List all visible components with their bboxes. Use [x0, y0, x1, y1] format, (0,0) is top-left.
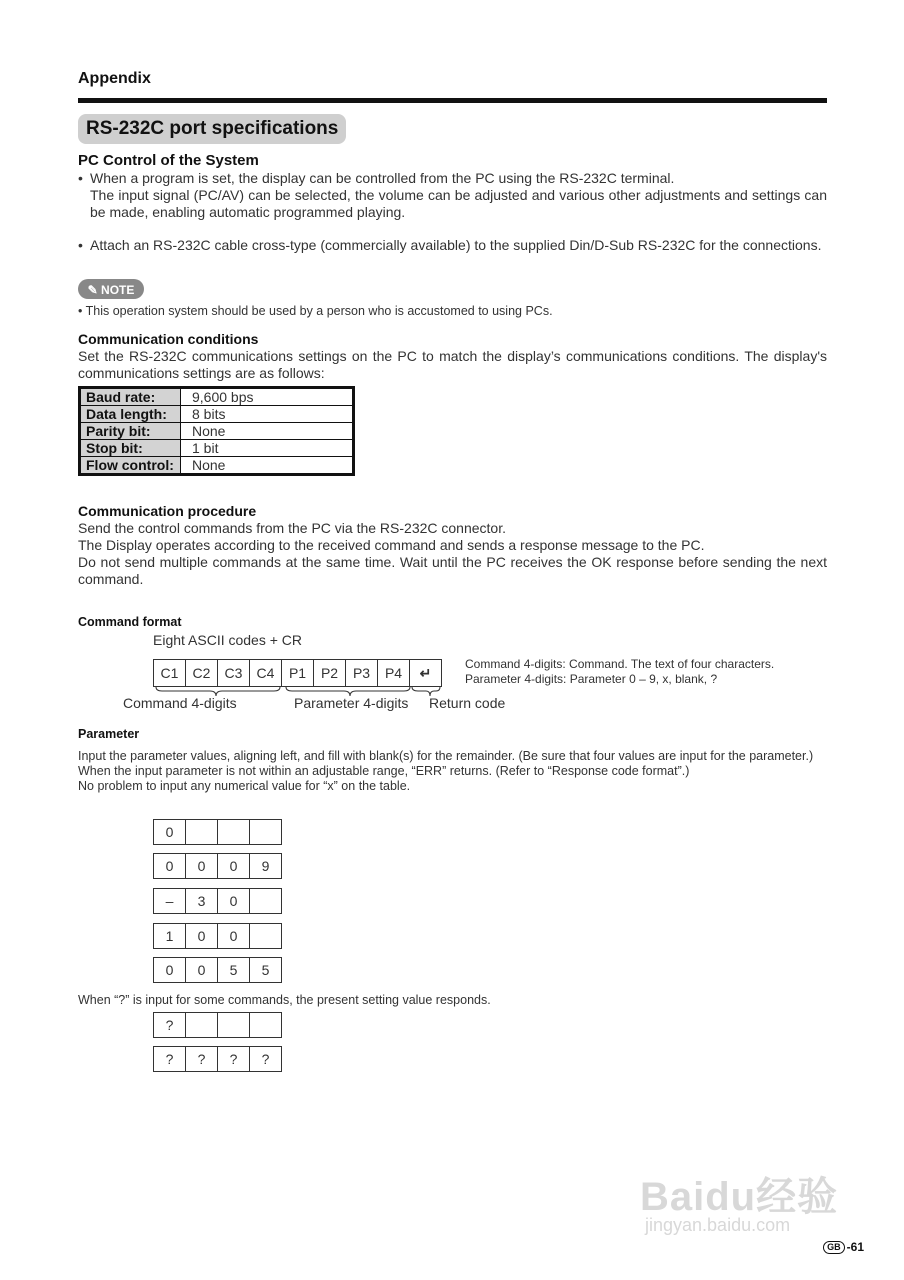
table-row — [80, 457, 354, 475]
procedure-line-1: Send the control commands from the PC via the RS-232C connector. — [78, 520, 506, 536]
digit-cell: 0 — [218, 889, 250, 913]
table-row — [80, 423, 354, 440]
comm-conditions-heading: Communication conditions — [78, 331, 259, 347]
digit-cell — [186, 820, 218, 844]
digit-cell: ? — [186, 1047, 218, 1071]
command-format-description — [465, 657, 774, 687]
digit-cell: 9 — [261, 858, 270, 874]
parameter-example-row — [153, 853, 282, 879]
digit-cell: ? — [261, 1051, 270, 1067]
digit-cell — [218, 1013, 250, 1037]
digit-cell — [250, 1013, 281, 1037]
parameter-example-row — [153, 957, 282, 983]
digit-cell: 0 — [218, 854, 250, 878]
procedure-line-2: The Display operates according to the received command and sends a response message to the PC. — [78, 537, 705, 553]
comm-conditions-text: Set the RS-232C communications settings on the PC to match the display’s communications conditions. The display's communications settings are as follows: — [78, 348, 827, 381]
parameter-heading: Parameter — [78, 727, 140, 741]
command-cell: C4 — [250, 660, 282, 686]
digit-cell: 3 — [186, 889, 218, 913]
digit-cell: 0 — [186, 958, 218, 982]
digit-cell: ? — [218, 1047, 250, 1071]
return-key-icon: ↵ — [419, 665, 432, 681]
bullet-1-line-1: When a program is set, the display can be controlled from the PC using the RS-232C terminal. — [90, 170, 675, 186]
digit-cell — [218, 820, 250, 844]
note-text-row: • This operation system should be used by a person who is accustomed to using PCs. — [78, 304, 553, 318]
digit-cell: 0 — [154, 820, 186, 844]
command-cell: C3 — [218, 660, 250, 686]
region-badge: GB — [823, 1241, 845, 1254]
parameter-example-row — [153, 923, 282, 949]
comm-procedure-text — [78, 520, 827, 588]
query-example-row — [153, 1012, 282, 1038]
parameter-digits-label: Parameter 4-digits — [294, 695, 409, 711]
parameter-example-row — [153, 819, 282, 845]
setting-label: Stop bit: — [80, 440, 181, 457]
command-format-heading: Command format — [78, 615, 182, 629]
digit-cell — [186, 1013, 218, 1037]
parameter-text — [78, 749, 828, 794]
command-format-caption: Eight ASCII codes + CR — [153, 632, 303, 648]
setting-value: None — [181, 457, 354, 475]
setting-label: Flow control: — [80, 457, 181, 475]
table-row — [80, 406, 354, 423]
pc-control-heading: PC Control of the System — [78, 152, 259, 169]
digit-cell: ? — [154, 1013, 186, 1037]
digit-cell: ? — [154, 1047, 186, 1071]
command-cell: C2 — [186, 660, 218, 686]
setting-label: Parity bit: — [80, 423, 181, 440]
parameter-text-3: No problem to input any numerical value for “x” on the table. — [78, 779, 411, 793]
setting-label: Baud rate: — [80, 388, 181, 406]
setting-label: Data length: — [80, 406, 181, 423]
header-rule — [78, 98, 827, 103]
table-row — [80, 388, 354, 406]
digit-cell: 0 — [186, 854, 218, 878]
setting-value: None — [181, 423, 354, 440]
parameter-text-2: When the input parameter is not within an adjustable range, “ERR” returns. (Refer to “Response code format”.) — [78, 764, 690, 778]
command-desc-line: Command 4-digits: Command. The text of four characters. — [465, 657, 775, 671]
digit-cell — [250, 889, 281, 913]
note-label: NOTE — [101, 282, 135, 297]
note-text: This operation system should be used by a person who is accustomed to using PCs. — [85, 304, 553, 318]
watermark-logo: Baidu经验 — [640, 1175, 839, 1219]
query-example-row — [153, 1046, 282, 1072]
digit-cell: 0 — [154, 958, 186, 982]
parameter-cell: P1 — [282, 660, 314, 686]
note-badge — [78, 279, 144, 299]
parameter-cell: P3 — [346, 660, 378, 686]
setting-value: 1 bit — [181, 440, 354, 457]
setting-value: 8 bits — [181, 406, 354, 423]
query-text: When “?” is input for some commands, the present setting value responds. — [78, 993, 491, 1007]
digit-cell: – — [154, 889, 186, 913]
digit-cell — [250, 820, 281, 844]
comm-settings-table — [78, 386, 355, 476]
pc-control-bullet-2: • Attach an RS-232C cable cross-type (commercially available) to the supplied Din/D-Sub RS-232C for the connections. — [78, 237, 822, 253]
bullet-1-line-2: The input signal (PC/AV) can be selected, the volume can be adjusted and various other adjustments and settings can be made, enabling automatic programmed playing. — [90, 187, 827, 220]
page-title: RS-232C port specifications — [78, 114, 346, 144]
digit-cell: 1 — [154, 924, 186, 948]
digit-cell — [250, 924, 281, 948]
digit-cell: 0 — [154, 854, 186, 878]
digit-cell: 5 — [218, 958, 250, 982]
bullet-2-text: Attach an RS-232C cable cross-type (commercially available) to the supplied Din/D-Sub RS-232C for the connections. — [90, 237, 822, 253]
parameter-text-1: Input the parameter values, aligning left, and fill with blank(s) for the remainder. (Be sure that four values are input for the parameter.) — [78, 749, 814, 763]
digit-cell: 0 — [186, 924, 218, 948]
parameter-cell: P4 — [378, 660, 410, 686]
parameter-example-row — [153, 888, 282, 914]
command-format-diagram — [153, 659, 442, 687]
section-label: Appendix — [78, 70, 151, 87]
setting-value: 9,600 bps — [181, 388, 354, 406]
table-row — [80, 440, 354, 457]
parameter-desc-line: Parameter 4-digits: Parameter 0 – 9, x, blank, ? — [465, 672, 718, 686]
return-code-label: Return code — [429, 695, 506, 711]
procedure-line-3: Do not send multiple commands at the same time. Wait until the PC receives the OK response before sending the next command. — [78, 554, 827, 587]
parameter-cell: P2 — [314, 660, 346, 686]
page-number-text: -61 — [846, 1240, 864, 1254]
pc-control-bullet-1: • When a program is set, the display can be controlled from the PC using the RS-232C terminal. The input signal (PC/AV) can be selected, the volume can be adjusted and various other adjustments and settings can be made, enabling automatic programmed playing. — [78, 170, 827, 220]
digit-cell: 5 — [261, 962, 270, 978]
command-digits-label: Command 4-digits — [123, 695, 237, 711]
command-cell: C1 — [154, 660, 186, 686]
digit-cell: 0 — [218, 924, 250, 948]
comm-procedure-heading: Communication procedure — [78, 503, 257, 519]
watermark-url: jingyan.baidu.com — [645, 1215, 791, 1235]
page-number — [823, 1240, 864, 1254]
pencil-icon: ✎ — [87, 282, 98, 297]
